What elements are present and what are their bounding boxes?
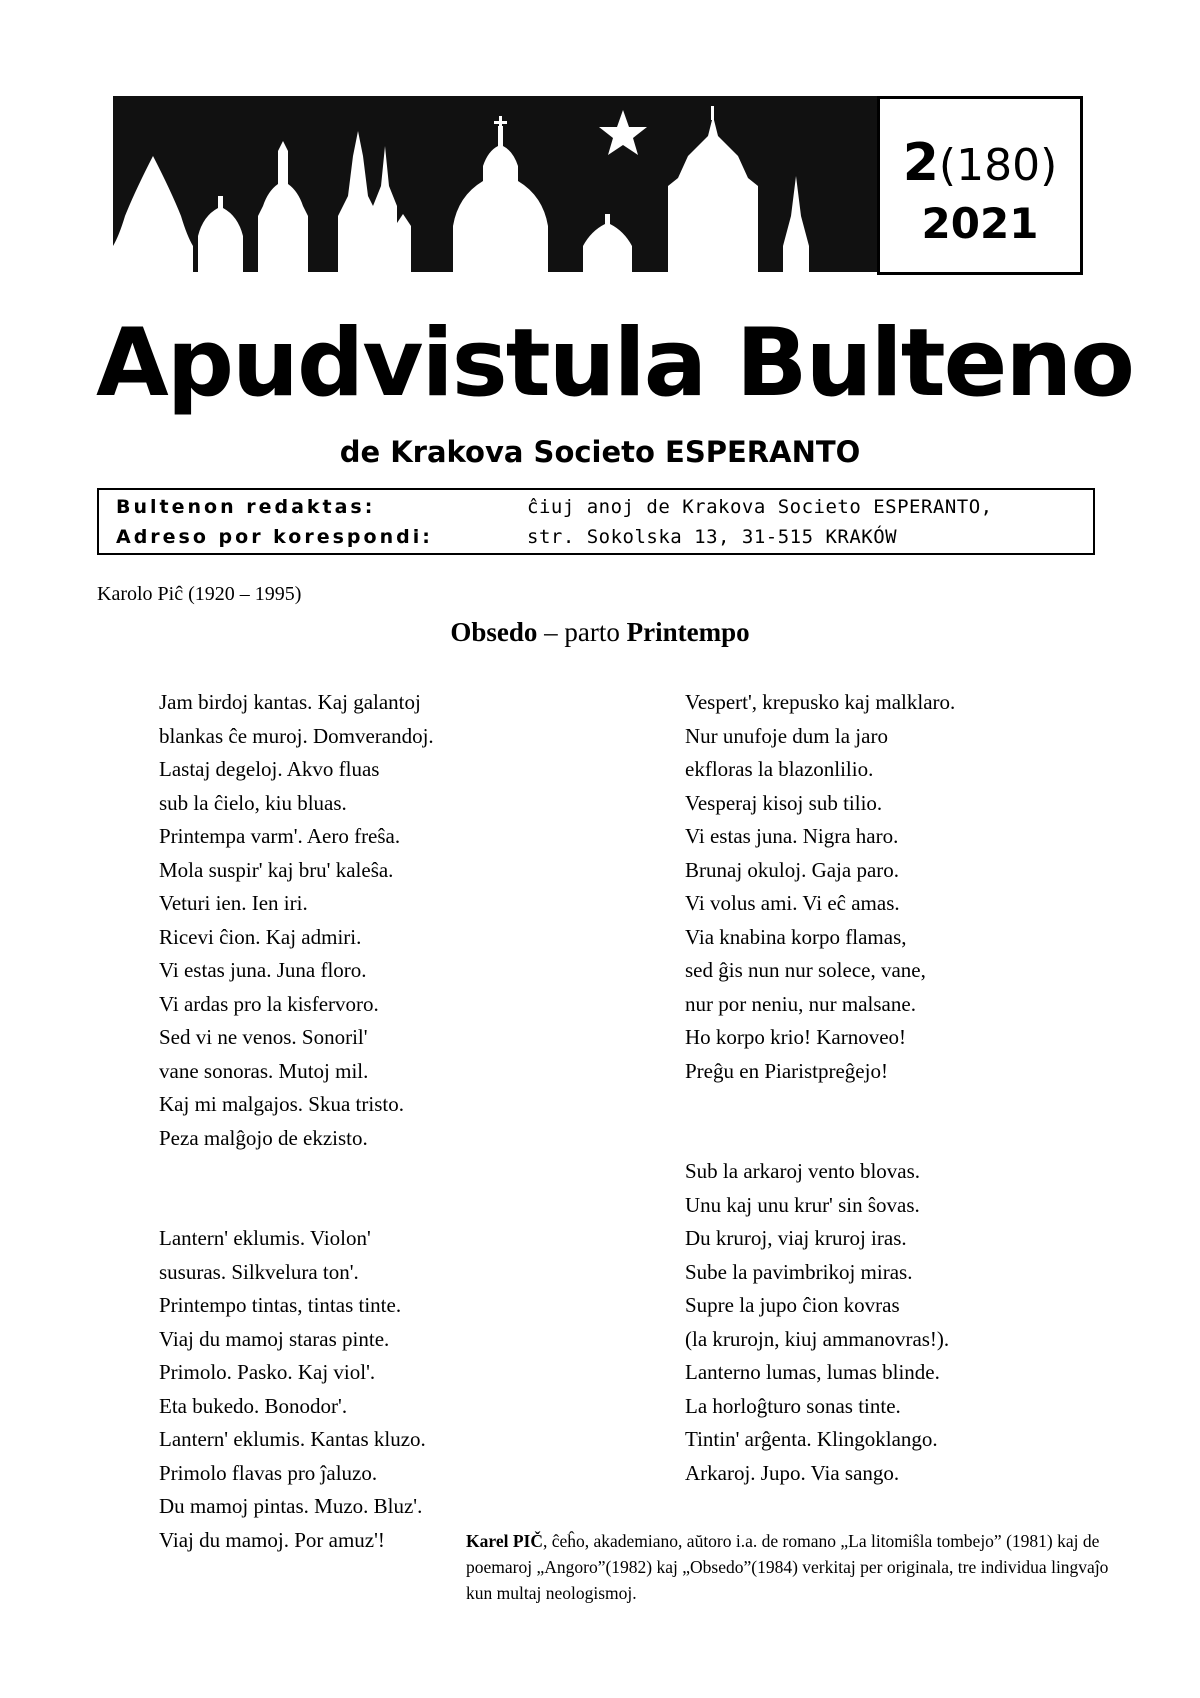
editors-value: ĉiuj anoj de Krakova Societo ESPERANTO, <box>527 496 993 518</box>
poem-line: blankas ĉe muroj. Domverandoj. <box>159 723 434 748</box>
poem-line: Vi estas juna. Juna floro. <box>159 958 367 982</box>
poem-line: ekfloras la blazonlilio. <box>685 757 874 781</box>
poem-line: vane sonoras. Mutoj mil. <box>159 1058 369 1083</box>
poem-line: Eta bukedo. Bonodor'. <box>159 1393 348 1418</box>
poem-line: Primolo flavas pro ĵaluzo. <box>159 1460 378 1485</box>
poem-line: nur por neniu, nur malsane. <box>685 991 916 1016</box>
author-line: Karolo Piĉ (1920 – 1995) <box>97 583 302 605</box>
author-bio <box>466 1528 1126 1606</box>
poem-line: Preĝu en Piaristpreĝejo! <box>685 1058 888 1083</box>
poem-title <box>0 612 1200 652</box>
poem-line: Vi estas juna. Nigra haro. <box>685 824 899 848</box>
info-row-address <box>99 522 1093 552</box>
poem-line: Via knabina korpo flamas, <box>685 924 907 949</box>
poem-line: Arkaroj. Jupo. Via sango. <box>685 1460 900 1485</box>
poem-line: Vespert', krepusko kaj malklaro. <box>685 690 956 714</box>
issue-year: 2021 <box>921 199 1039 248</box>
poem-line: Vesperaj kisoj sub tilio. <box>685 790 883 815</box>
poem-line: Brunaj okuloj. Gaja paro. <box>685 857 900 882</box>
poem-line: Viaj du mamoj. Por amuz'! <box>159 1527 385 1552</box>
poem-line: Lanterno lumas, lumas blinde. <box>685 1360 940 1384</box>
poem-line: Jam birdoj kantas. Kaj galantoj <box>159 690 421 714</box>
issue-line <box>880 133 1080 193</box>
city-skyline-icon <box>113 96 877 278</box>
poem-column-left <box>159 686 434 1557</box>
poem-line: Viaj du mamoj staras pinte. <box>159 1326 390 1351</box>
issue-total: (180) <box>938 140 1058 191</box>
star-icon <box>599 110 647 155</box>
poem-line: Lantern' eklumis. Violon' <box>159 1226 371 1250</box>
poem-line <box>159 1189 434 1223</box>
poem-line: Vi volus ami. Vi eĉ amas. <box>685 891 900 915</box>
page-subtitle: de Krakova Societo ESPERANTO <box>339 435 861 469</box>
poem-line: Printempa varm'. Aero freŝa. <box>159 824 401 848</box>
poem-line: Kaj mi malgajos. Skua tristo. <box>159 1092 404 1116</box>
page-title: Apudvistula Bulteno <box>96 309 1133 418</box>
poem-line: susuras. Silkvelura ton'. <box>159 1259 359 1284</box>
address-label: Adreso por korespondi: <box>116 526 433 548</box>
poem-line: Printempo tintas, tintas tinte. <box>159 1293 402 1317</box>
poem-line: Du mamoj pintas. Muzo. Bluz'. <box>159 1494 423 1518</box>
poem-line: Peza malĝojo de ekzisto. <box>159 1125 368 1150</box>
poem-line: Sub la arkaroj vento blovas. <box>685 1159 921 1183</box>
poem-title-main: Obsedo <box>450 617 538 647</box>
poem-line: Unu kaj unu krur' sin ŝovas. <box>685 1192 920 1217</box>
poem-title-mid: – parto <box>537 617 627 647</box>
poem-line <box>685 1088 955 1122</box>
bio-text: , ĉeĥo, akademiano, aŭtoro i.a. de romano „La litomiŝla tombejo” (1981) kaj de poemaroj „Angoro”(1982) kaj „Obsedo”(1984) verkitaj per originala, tre individua lingvaĵo kun multaj neologismoj. <box>466 1531 1109 1603</box>
poem-line: Ho korpo krio! Karnoveo! <box>685 1025 907 1049</box>
poem-line: Ricevi ĉion. Kaj admiri. <box>159 924 362 949</box>
poem-line: Veturi ien. Ien iri. <box>159 891 308 915</box>
poem-line: sub la ĉielo, kiu bluas. <box>159 790 347 815</box>
address-value: str. Sokolska 13, 31-515 KRAKÓW <box>527 526 898 548</box>
poem-line <box>159 1155 434 1189</box>
poem-line <box>685 1122 955 1156</box>
issue-number: 2 <box>902 133 939 193</box>
poem-title-part: Printempo <box>626 617 750 647</box>
poem-line: sed ĝis nun nur solece, vane, <box>685 958 926 982</box>
skyline-banner <box>113 96 877 278</box>
poem-line: Primolo. Pasko. Kaj viol'. <box>159 1360 376 1384</box>
poem-line: Mola suspir' kaj bru' kaleŝa. <box>159 857 394 882</box>
poem-line: Supre la jupo ĉion kovras <box>685 1293 900 1317</box>
poem-line: Lastaj degeloj. Akvo fluas <box>159 757 380 781</box>
poem-line: Tintin' arĝenta. Klingoklango. <box>685 1427 938 1451</box>
issue-box <box>877 96 1083 275</box>
poem-line: Lantern' eklumis. Kantas kluzo. <box>159 1427 426 1451</box>
info-box <box>97 488 1095 555</box>
info-row-editors <box>99 492 1093 522</box>
poem-line: (la krurojn, kiuj ammanovras!). <box>685 1326 950 1351</box>
bio-name: Karel PIČ <box>466 1531 543 1551</box>
poem-line: Sube la pavimbrikoj miras. <box>685 1259 913 1284</box>
poem-column-right <box>685 686 955 1490</box>
poem-line: La horloĝturo sonas tinte. <box>685 1393 901 1418</box>
poem-line: Vi ardas pro la kisfervoro. <box>159 991 379 1016</box>
poem-line: Du kruroj, viaj kruroj iras. <box>685 1226 907 1250</box>
poem-line: Sed vi ne venos. Sonoril' <box>159 1025 368 1049</box>
poem-line: Nur unufoje dum la jaro <box>685 723 888 748</box>
editors-label: Bultenon redaktas: <box>116 496 376 518</box>
